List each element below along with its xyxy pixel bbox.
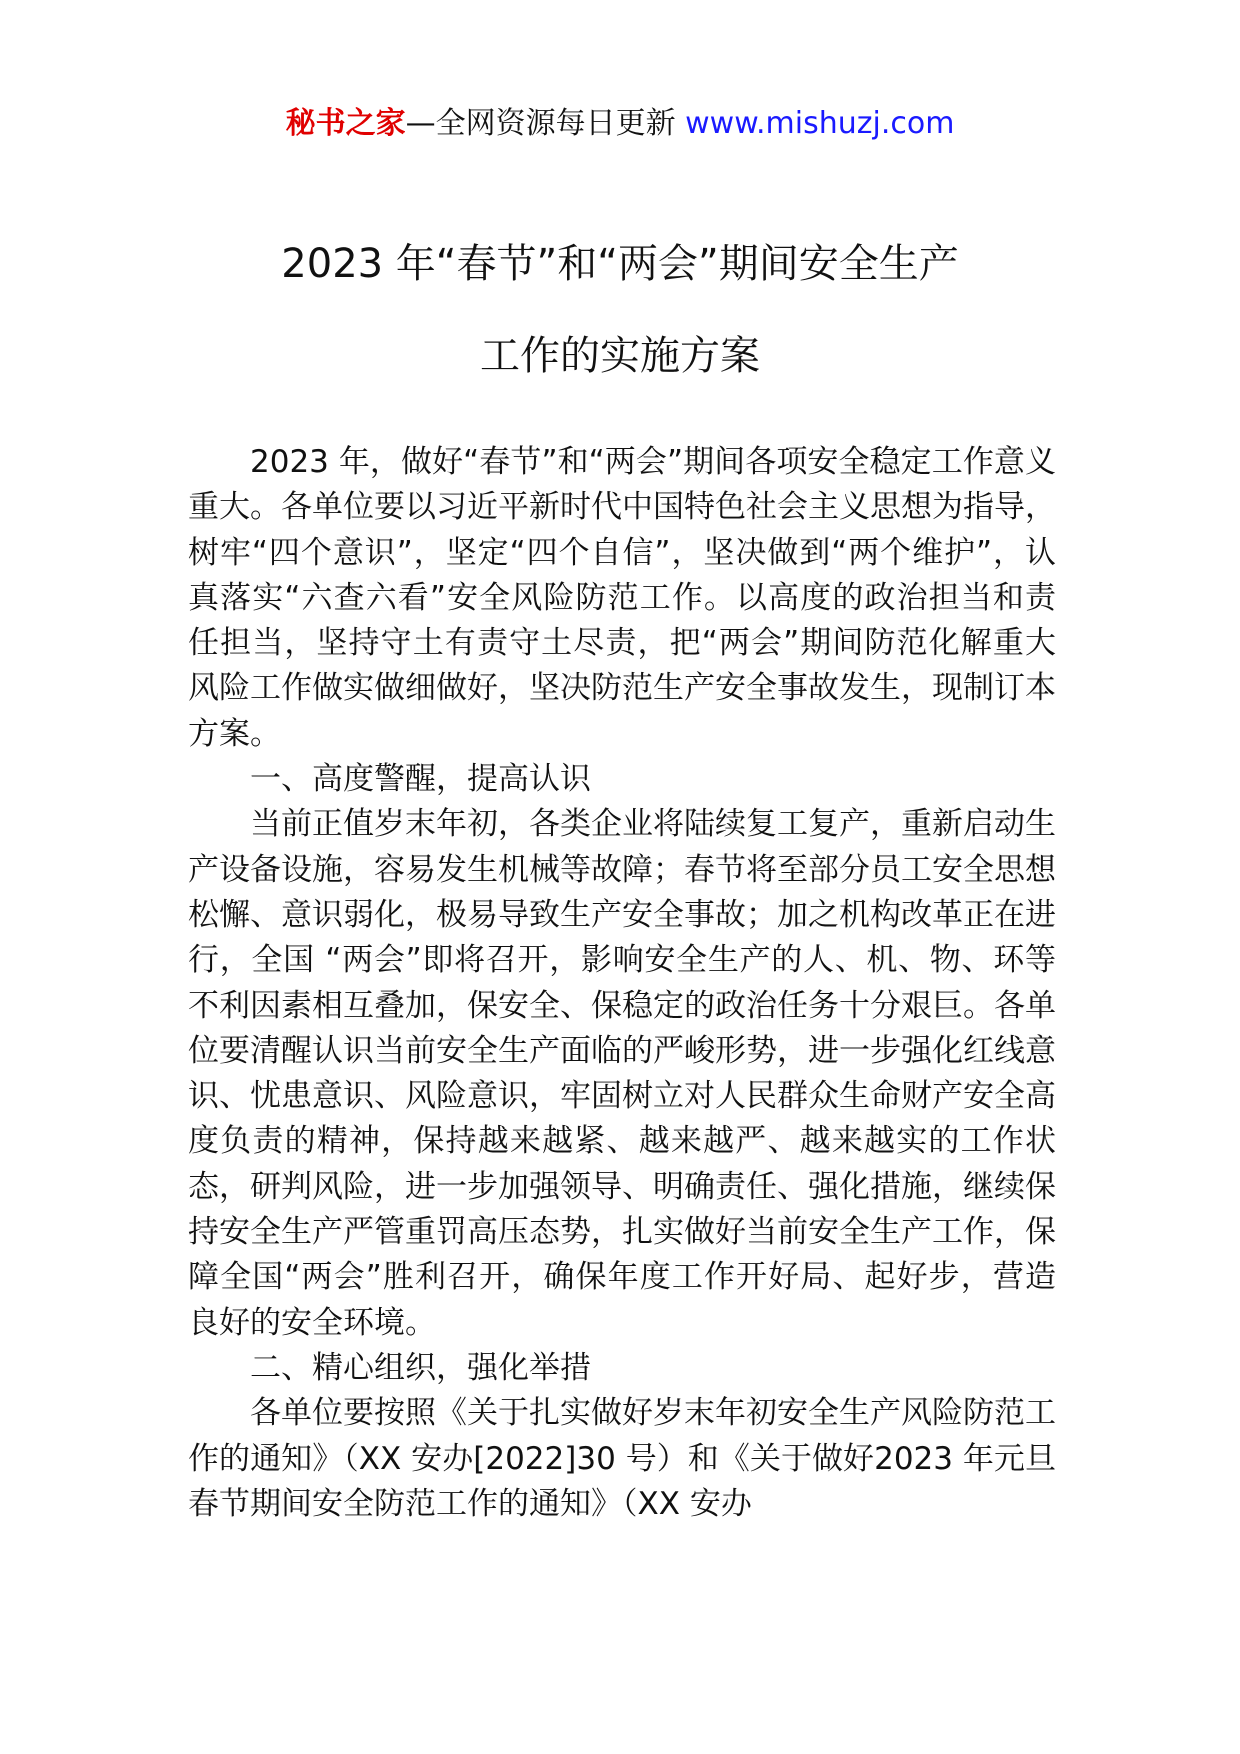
body-paragraph-intro: 2023 年，做好“春节”和“两会”期间各项安全稳定工作意义重大。各单位要以习近平新时代中国特色社会主义思想为指导，树牢“四个意识”，坚定“四个自信”，坚决做到“两个维护”，认真落实“六查六看”安全风险防范工作。以高度的政治担当和责任担当，坚持守土有责守土尽责，把“两会”期间防范化解重大风险工作做实做细做好，坚决防范生产安全事故发生，现制订本方案。 xyxy=(188,444,1056,752)
document-title-line-1: 2023 年“春节”和“两会”期间安全生产 xyxy=(281,241,959,287)
site-slogan: —全网资源每日更新 xyxy=(405,106,686,141)
site-url-link[interactable]: www.mishuzj.com xyxy=(685,106,955,141)
document-body xyxy=(188,440,1056,1527)
section-heading-2: 二、精心组织，强化举措 xyxy=(250,1349,591,1386)
site-header xyxy=(0,100,1240,148)
document-title-line-2: 工作的实施方案 xyxy=(480,333,760,379)
section-heading-1: 一、高度警醒，提高认识 xyxy=(250,761,591,798)
site-brand: 秘书之家 xyxy=(285,106,406,141)
body-paragraph-section-1: 当前正值岁末年初，各类企业将陆续复工复产，重新启动生产设备设施，容易发生机械等故障；春节将至部分员工安全思想松懈、意识弱化，极易导致生产安全事故；加之机构改革正在进行，全国 “两会”即将召开，影响安全生产的人、机、物、环等不利因素相互叠加，保安全、保稳定的政治任务十分艰巨。各单位要清醒认识当前安全生产面临的严峻形势，进一步强化红线意识、忧患意识、风险意识，牢固树立对人民群众生命财产安全高度负责的精神，保持越来越紧、越来越严、越来越实的工作状态，研判风险，进一步加强领导、明确责任、强化措施，继续保持安全生产严管重罚高压态势，扎实做好当前安全生产工作，保障全国“两会”胜利召开，确保年度工作开好局、起好步，营造良好的安全环境。 xyxy=(188,806,1056,1341)
body-paragraph-section-2: 各单位要按照《关于扎实做好岁末年初安全生产风险防范工作的通知》（XX 安办[2022]30 号）和《关于做好2023 年元旦春节期间安全防范工作的通知》（XX 安办 xyxy=(188,1395,1056,1522)
